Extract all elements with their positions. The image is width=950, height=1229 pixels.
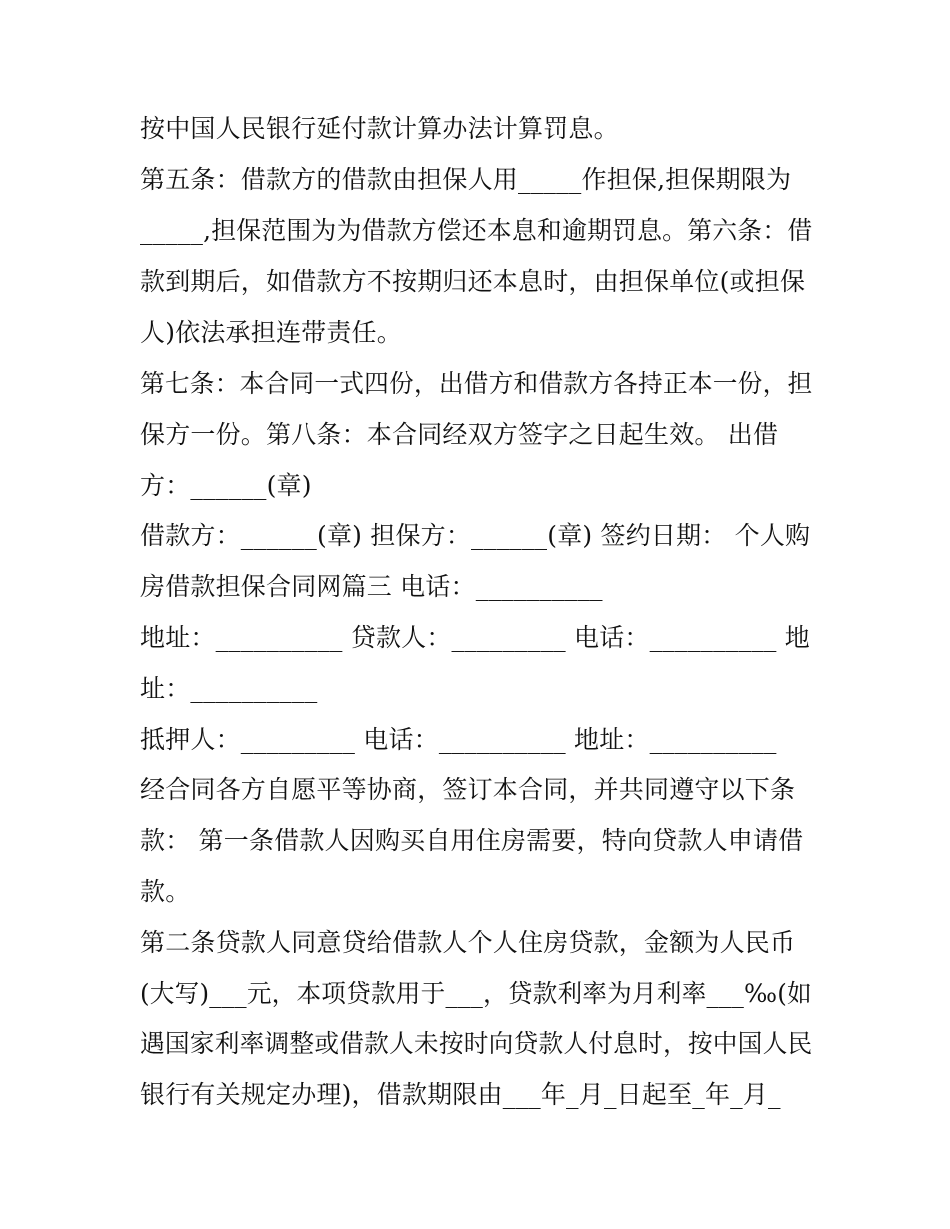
text-line: 人)依法承担连带责任。	[140, 318, 402, 347]
text-line: 保方一份。第八条：本合同经双方签字之日起生效。 出借	[140, 420, 779, 449]
text-line: 款到期后，如借款方不按期归还本息时，由担保单位(或担保	[140, 267, 806, 296]
text-line: _____,担保范围为为借款方偿还本息和逾期罚息。第六条：借	[140, 216, 813, 245]
text-line: 址：__________	[140, 674, 318, 703]
text-line: 按中国人民银行延付款计算办法计算罚息。	[140, 114, 619, 143]
text-line: 银行有关规定办理)，借款期限由___年_月_日起至_年_月_	[140, 1080, 781, 1109]
text-line: 款。	[140, 877, 191, 906]
text-line: 抵押人：_________ 电话：__________ 地址：__________	[140, 725, 777, 754]
text-line: (大写)___元，本项贷款用于___，贷款利率为月利率___‰(如	[140, 979, 812, 1008]
text-line: 方：______(章)	[140, 471, 312, 500]
text-line: 第五条：借款方的借款由担保人用_____作担保,担保期限为	[140, 165, 792, 194]
text-line: 经合同各方自愿平等协商，签订本合同，并共同遵守以下条	[140, 775, 796, 804]
text-line: 借款方：______(章) 担保方：______(章) 签约日期： 个人购	[140, 521, 811, 550]
text-line: 第七条：本合同一式四份，出借方和借款方各持正本一份，担	[140, 369, 813, 398]
text-line: 款： 第一条借款人因购买自用住房需要，特向贷款人申请借	[140, 826, 804, 855]
text-line: 第二条贷款人同意贷给借款人个人住房贷款，金额为人民币	[140, 928, 796, 957]
text-line: 房借款担保合同网篇三 电话：__________	[140, 572, 603, 601]
text-line: 地址：__________ 贷款人：_________ 电话：__________ 地	[140, 623, 810, 652]
text-line: 遇国家利率调整或借款人未按时向贷款人付息时，按中国人民	[140, 1029, 813, 1058]
